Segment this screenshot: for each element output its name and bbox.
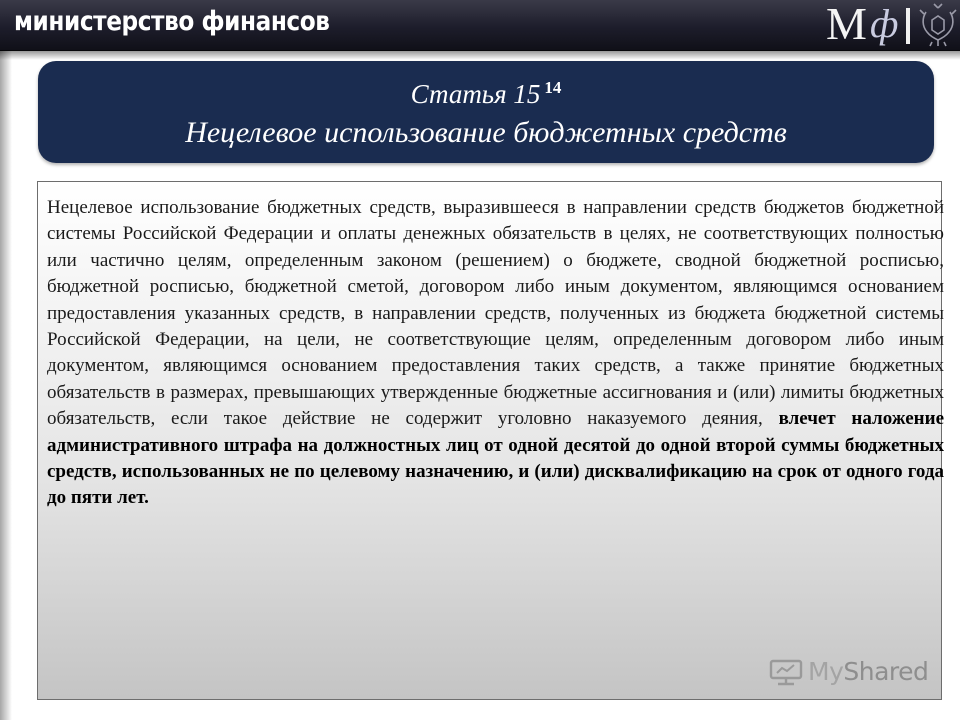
logo-letter-phi: ф	[870, 1, 899, 46]
article-title-box	[38, 61, 934, 163]
top-banner	[0, 0, 960, 51]
coat-of-arms-icon	[918, 2, 958, 48]
logo-letter-m: М	[826, 0, 867, 49]
article-text-bold: влечет наложение административного штрафа на должностных лиц от одной десятой до одной второй суммы бюджетных средств, использованных не по целевому назначению, и (или) дисквалификацию на срок от одного года до пяти лет.	[47, 408, 945, 509]
article-text-regular: Нецелевое использование бюджетных средств, выразившееся в направлении средств бюджетов бюджетной системы Российской Федерации и оплаты денежных обязательств в целях, не соответствующих полностью или частично целям, определенным законом (решением) о бюджете, сводной бюджетной росписью, бюджетной росписью, бюджетной сметой, договором либо иным документом, являющимся основанием предоставления указанных средств, в направлении средств, полученных из бюджета бюджетной системы Российской Федерации, на цели, не соответствующие целям, определенным договором либо иным документом, являющимся основанием предоставления таких средств, а также принятие бюджетных обязательств в размерах, превышающих утвержденные бюджетные ассигнования и (или) лимиты бюджетных обязательств, если такое действие не содержит уголовно наказуемого деяния,	[47, 197, 944, 430]
presentation-board-icon	[768, 658, 804, 688]
left-edge-shadow	[0, 50, 12, 720]
logo-bar	[906, 8, 910, 44]
watermark-prefix: My	[808, 657, 844, 686]
banner-shadow	[0, 50, 960, 60]
article-text	[47, 195, 944, 512]
article-subtitle: Нецелевое использование бюджетных средств	[185, 116, 787, 149]
article-number	[38, 71, 934, 111]
myshared-watermark	[768, 652, 938, 692]
ministry-title: министерство финансов	[14, 6, 330, 37]
watermark-suffix: Shared	[843, 657, 929, 686]
minfin-logo	[826, 2, 916, 48]
article-label: Статья 15	[410, 79, 541, 109]
article-body-box	[37, 181, 945, 700]
article-superscript: 14	[544, 78, 562, 97]
watermark-text	[808, 657, 928, 687]
